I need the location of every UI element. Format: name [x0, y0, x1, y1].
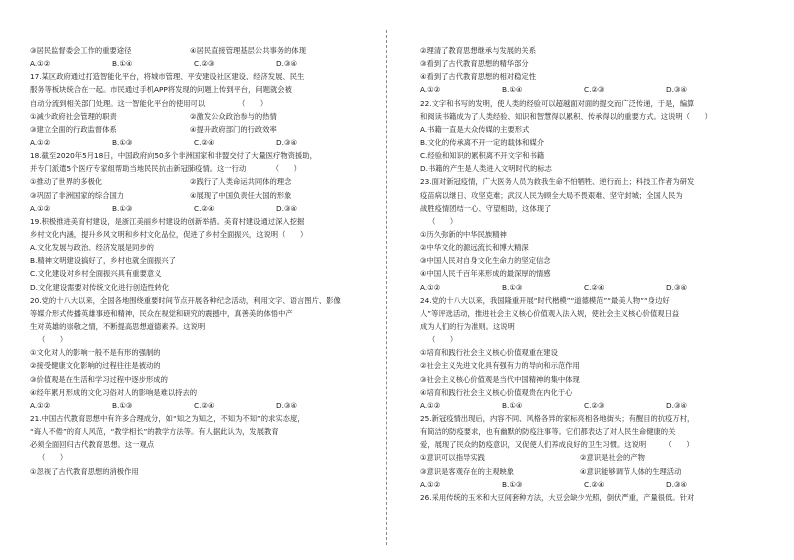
option-c: C.②④: [584, 282, 605, 292]
text-line: （ ）: [428, 216, 458, 226]
answer-options: [420, 478, 762, 491]
answer-options: [30, 57, 374, 70]
text-line: C.文化建设对乡村全面振兴具有重要意义: [30, 269, 162, 279]
text-line: D.文化建设需要对传统文化进行创造性转化: [30, 282, 170, 292]
text-line: A.文化发展与政治、经济发展是同步的: [30, 243, 154, 253]
option-c: C.②③: [584, 400, 605, 410]
option-a: ①意识可以指导实践: [420, 453, 485, 463]
option-b: B.①④: [502, 85, 523, 95]
option-c: C.②④: [584, 479, 605, 489]
text-line: ③社会主义核心价值观是当代中国精神的集中体现: [420, 374, 580, 384]
option-d: D.③④: [666, 282, 688, 292]
text-line: 19.积极推进美育村建设，是浙江美丽乡村建设的创新举措。美育村建设通过深入挖掘: [30, 216, 305, 226]
answer-options: [30, 110, 374, 123]
text-line: 服务等板块统合在一起。市民通过手机APP将发现的问题上传到平台，问题就会被: [30, 85, 292, 95]
text-line: ①培育和践行社会主义核心价值观重在建设: [420, 348, 558, 358]
text-line: ②社会主义先进文化具有强有力的导向和示范作用: [420, 361, 580, 371]
option-a: A.①②: [420, 85, 441, 95]
option-b: ④居民直接管理基层公共事务的体现: [190, 46, 306, 55]
option-a: ③意识是客观存在的主观映象: [420, 466, 515, 476]
option-b: B.①③: [502, 479, 523, 489]
option-c: C.②③: [584, 85, 605, 95]
text-line: A.书籍一直是大众传媒的主要形式: [420, 124, 530, 134]
option-a: ③巩固了非洲国家的综合国力: [30, 190, 125, 200]
text-line: 并专门派遣5个医疗专家组帮助当地民民抗击新冠肺疫情。这一行动 （ ）: [30, 164, 301, 174]
text-line: ①历久弥新的中华民族精神: [420, 229, 507, 239]
option-c: C.②④: [194, 137, 215, 147]
option-d: D.③④: [276, 59, 298, 69]
text-line: ③看到了古代教育思想的精华部分: [420, 59, 529, 69]
option-a: ③居民监督委会工作的重要途径: [30, 46, 132, 55]
left-column: [30, 44, 374, 478]
text-line: B.精神文明建设搞好了，乡村也就全面振兴了: [30, 256, 176, 266]
option-d: D.③④: [666, 479, 688, 489]
text-line: D.书籍的产生是人类进入文明时代的标志: [420, 164, 552, 174]
text-line: 23.面对新冠疫情，广大医务人员为救我生命不怕牺牲、逆行而上；科技工作者为研发: [420, 177, 695, 187]
option-d: D.③④: [666, 400, 688, 410]
text-line: ②理清了教育思想继承与发展的关系: [420, 46, 536, 55]
text-line: 成为人们的行为准则。这说明: [420, 321, 515, 331]
option-b: B.①④: [502, 400, 523, 410]
text-line: C.经验和知识的累积离不开文字和书籍: [420, 151, 545, 161]
option-a: A.①②: [30, 59, 51, 69]
text-line: ②接受健康文化影响的过程往往是被动的: [30, 361, 161, 371]
answer-options: [30, 202, 374, 215]
text-line: 26.采用传统的玉米和大豆间套种方法，大豆会缺少光照，倒伏严重，产量很低。针对: [420, 492, 695, 502]
option-a: ①减少政府社会管理的职责: [30, 111, 117, 121]
text-line: 爱，展现了民众的防疫意识，又促使人们养成良好的卫生习惯。这说明 （ ）: [420, 440, 694, 450]
text-line: 自动分流到相关部门处理。这一智能化平台的使用可以 （ ）: [30, 98, 268, 108]
text-line: 22.文字和书写的发明，使人类的经验可以超越面对面的提交而广泛传递，于是，编算: [420, 98, 695, 108]
option-a: A.①②: [30, 400, 51, 410]
text-line: （ ）: [428, 335, 458, 345]
text-line: ③中国人民对自身文化生命力的坚定信念: [420, 256, 551, 266]
option-a: A.①②: [420, 400, 441, 410]
text-line: 等媒介形式传播英雄事迹和精神，民众在视觉和研究的震撼中，真善美的体悟中产: [30, 308, 293, 318]
text-line: 战胜疫情团结一心、守望相助，这体现了: [420, 203, 552, 213]
option-a: A.①②: [30, 203, 51, 213]
option-b: ②激发公众政治参与的热情: [190, 111, 277, 121]
text-line: 生对英雄的崇敬之情，不断提高思想道德素养。这说明: [30, 321, 206, 331]
option-b: B.①③: [112, 203, 133, 213]
text-line: “诲人不倦”的育人风范，“教学相长”的教学方法等。有人据此认为，发展教育: [30, 427, 279, 437]
option-c: C.②③: [194, 59, 215, 69]
answer-options: [30, 175, 374, 188]
text-line: （ ）: [38, 453, 68, 463]
option-d: D.③④: [666, 85, 688, 95]
option-d: D.③④: [276, 137, 298, 147]
option-b: B.①③: [112, 137, 133, 147]
option-a: A.①②: [30, 137, 51, 147]
option-d: D.③④: [276, 203, 298, 213]
option-b: ④意识能够调节人体的生理活动: [580, 466, 682, 476]
text-line: 和阅读书籍成为了人类经验、知识和智慧得以累积、传承得以的重要方式。这说明（ ）: [420, 111, 712, 121]
option-c: C.②④: [194, 203, 215, 213]
option-a: A.①②: [420, 282, 441, 292]
option-b: B.①③: [112, 400, 133, 410]
text-line: 疫苗病以继日、攻坚克难；武汉人民为顾全大局不畏艰难、坚守封城；全国人民为: [420, 190, 683, 200]
answer-options: [420, 83, 762, 96]
answer-options: [30, 399, 374, 412]
text-line: 21.中国古代教育思想中有许多合理成分，如“知之为知之，不知为不知”的求实态度，: [30, 413, 305, 423]
option-b: ②践行了人类命运共同体的理念: [190, 177, 292, 187]
text-line: B.文化的传承离不开一定的载体和媒介: [420, 137, 545, 147]
option-a: ③建立全面的行政监督体系: [30, 124, 117, 134]
answer-options: [30, 136, 374, 149]
option-c: C.②④: [194, 400, 215, 410]
column-divider: [386, 30, 387, 545]
option-d: D.③④: [276, 400, 298, 410]
option-b: B.①④: [112, 59, 133, 69]
answer-options: [420, 465, 762, 478]
option-b: ④提升政府部门的行政效率: [190, 124, 277, 134]
text-line: ①文化对人的影响一般不是有形的强制的: [30, 348, 161, 358]
answer-options: [420, 281, 762, 294]
answer-options: [30, 44, 374, 57]
option-a: ①推动了世界的多极化: [30, 177, 103, 187]
text-line: ④培育和践行社会主义核心价值观贵在内化于心: [420, 387, 573, 397]
option-b: ②意识是社会的产物: [580, 453, 645, 463]
answer-options: [420, 451, 762, 464]
text-line: ④看到了古代教育思想的相对稳定性: [420, 72, 536, 82]
text-line: 24.党的十八大以来，我国隆重开展“时代楷模”“道德模范”“最美人物”“身边好: [420, 295, 670, 305]
answer-options: [30, 123, 374, 136]
right-column: [420, 44, 762, 504]
text-line: （ ）: [38, 335, 68, 345]
text-line: 乡村文化内涵，提升乡风文明和乡村文化品位，促进了乡村全面振兴，这说明（ ）: [30, 229, 308, 239]
text-line: 25.新冠疫情出现后，内容不同、风格各异的家标亮相各地街头；有醒目的抗疫万村，: [420, 413, 695, 423]
text-line: ③价值观是在生活和学习过程中逐步形成的: [30, 374, 168, 384]
option-b: ④展现了中国负责任大国的形象: [190, 190, 292, 200]
text-line: 17.某区政府通过打造智能化平台，将城市管理、平安建设社区建设、经济发展、民生: [30, 72, 305, 82]
text-line: 有简洁的防疫要求，也有幽默的防疫注事等。它们都表达了对人民生命健康的关: [420, 427, 676, 437]
text-line: 人”等评选活动，推进社会主义核心价值观入法入规，使社会主义核心价值观日益: [420, 308, 680, 318]
answer-options: [30, 189, 374, 202]
text-line: ④中国人民千百年来形成的最深厚的情感: [420, 269, 551, 279]
option-a: A.①②: [420, 479, 441, 489]
text-line: 必须全面回归古代教育思想。这一观点: [30, 440, 155, 450]
text-line: ①忽视了古代教育思想的消极作用: [30, 466, 139, 476]
text-line: 20.党的十八大以来，全国各地围绕重要时间节点开展各种纪念活动，利用文字、语言图片、影像: [30, 295, 341, 305]
option-b: B.①③: [502, 282, 523, 292]
text-line: ②中华文化的源远流长和博大精深: [420, 243, 529, 253]
answer-options: [420, 399, 762, 412]
text-line: ④经年累月形成的文化习俗对人的影响是难以持去的: [30, 387, 198, 397]
text-line: 18.截至2020年5月18日，中国政府向50多个非洲国家和非盟交付了大量医疗物资援助，: [30, 151, 317, 161]
